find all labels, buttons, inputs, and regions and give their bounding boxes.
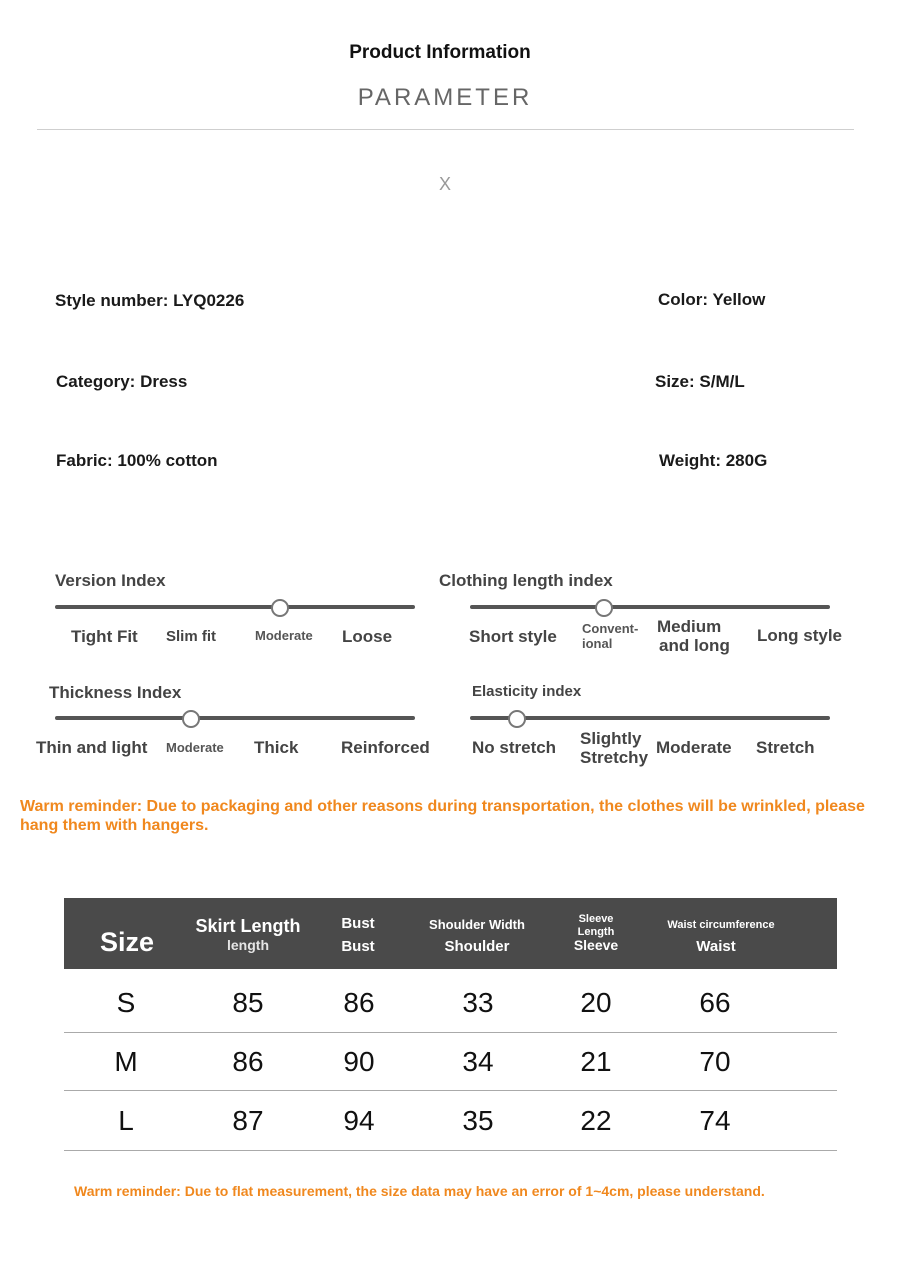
thickness-label-moderate: Moderate [166,740,224,755]
cell-waist: 70 [699,1046,731,1077]
row-divider [64,1090,837,1091]
length-label-medium-2: and long [659,636,730,655]
cell-shoulder: 35 [462,1105,494,1136]
cell-skirt: 86 [232,1046,264,1077]
size-table-header [64,898,837,969]
elasticity-label-stretch: Stretch [756,738,815,757]
cell-skirt: 85 [232,987,264,1018]
version-index-track [55,605,415,609]
length-index-track [470,605,830,609]
cell-bust: 86 [343,987,375,1018]
cell-skirt: 87 [232,1105,264,1136]
cell-sleeve: 22 [580,1105,612,1136]
spec-weight: Weight: 280G [659,451,768,470]
version-index-title: Version Index [55,571,166,590]
page-title: Product Information [349,42,531,63]
header-sleeve-length-2: Length [577,926,615,938]
length-label-conventional-1: Convent- [582,621,639,636]
header-size: Size [99,927,155,957]
row-divider [64,1150,837,1151]
version-label-loose: Loose [342,627,393,646]
header-skirt-length-sub: length [227,937,269,953]
thickness-index-knob [182,710,200,728]
cell-sleeve: 20 [580,987,612,1018]
close-mark: X [438,174,451,194]
length-label-short: Short style [469,627,557,646]
cell-size: M [114,1046,138,1077]
header-sleeve-length-1: Sleeve [578,913,614,925]
thickness-label-reinforced: Reinforced [341,738,430,757]
length-label-long: Long style [757,626,843,645]
header-shoulder-width: Shoulder Width [429,917,525,932]
length-index-knob [595,599,613,617]
elasticity-label-moderate: Moderate [656,738,732,757]
version-label-slim: Slim fit [166,628,217,645]
header-bust: Bust [341,915,375,932]
thickness-index-track [55,716,415,720]
cell-shoulder: 34 [462,1046,494,1077]
length-label-conventional-2: ional [582,636,613,651]
version-index-knob [271,599,289,617]
length-label-medium-1: Medium [657,617,722,636]
elasticity-label-slightly-1: Slightly [580,729,642,748]
header-waist-circumference: Waist circumference [667,919,775,931]
length-index-title: Clothing length index [439,571,613,590]
cell-size: S [116,987,136,1018]
packaging-reminder: Warm reminder: Due to packaging and other reasons during transportation, the clothes will be wrinkled, please hang them with hangers. [20,798,865,834]
cell-bust: 94 [343,1105,375,1136]
page-subtitle: PARAMETER [357,84,533,111]
measurement-reminder: Warm reminder: Due to flat measurement, the size data may have an error of 1~4cm, please understand. [74,1183,765,1199]
header-bust-sub: Bust [341,938,375,955]
cell-shoulder: 33 [462,987,494,1018]
spec-style-number: Style number: LYQ0226 [55,291,245,310]
header-sleeve-sub: Sleeve [573,937,619,953]
row-divider [64,1032,837,1033]
elasticity-label-no-stretch: No stretch [472,738,557,757]
spec-size: Size: S/M/L [655,372,745,391]
cell-bust: 90 [343,1046,375,1077]
header-shoulder-sub: Shoulder [444,938,510,955]
thickness-index-title: Thickness Index [49,683,182,702]
elasticity-label-slightly-2: Stretchy [580,748,649,767]
thickness-label-thick: Thick [254,738,299,757]
cell-waist: 66 [699,987,731,1018]
cell-sleeve: 21 [580,1046,612,1077]
elasticity-index-title: Elasticity index [472,683,582,700]
version-label-moderate: Moderate [255,628,313,643]
divider [37,129,854,130]
thickness-label-thin: Thin and light [36,738,148,757]
spec-color: Color: Yellow [658,290,766,309]
header-waist-sub: Waist [696,938,736,955]
version-label-tight: Tight Fit [71,627,138,646]
cell-waist: 74 [699,1105,731,1136]
elasticity-index-knob [508,710,526,728]
spec-category: Category: Dress [56,372,188,391]
spec-fabric: Fabric: 100% cotton [56,451,218,470]
cell-size: L [118,1105,134,1136]
header-skirt-length: Skirt Length [195,916,301,936]
